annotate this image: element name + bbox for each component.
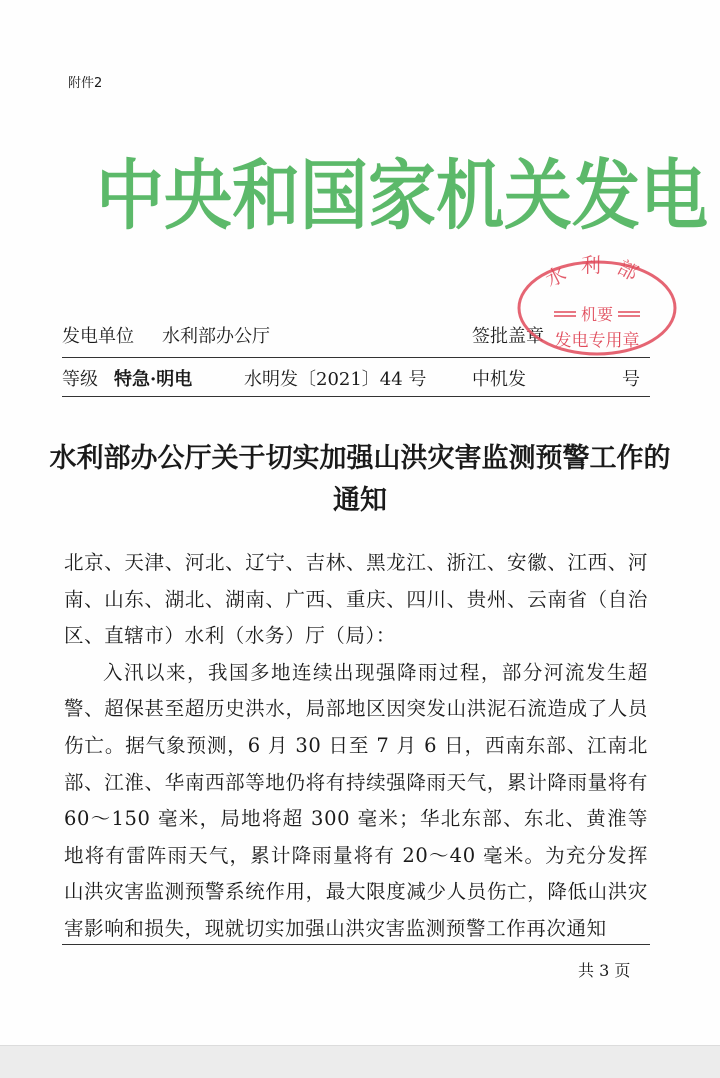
page-count: 共 3 页 (578, 961, 631, 980)
seal-top-text: 水利部 (541, 253, 655, 292)
sender-unit-label: 发电单位 (62, 326, 134, 347)
grade-row (62, 365, 650, 395)
document-number: 水明发〔2021〕44 号 (244, 369, 427, 390)
body-paragraph: 入汛以来，我国多地连续出现强降雨过程，部分河流发生超警、超保甚至超历史洪水，局部地区因突发山洪泥石流造成了人员伤亡。据气象预测，6 月 30 日至 7 月 6 日，西南东部、江南北部、江淮、华南西部等地仍将有持续强降雨天气，累计降雨量将有 60～150 毫米，局地将超 300 毫米；华北东部、东北、黄淮等地将有雷阵雨天气，累计降雨量将有 20～40 毫米。为充分发挥山洪灾害监测预警系统作用，最大限度减少人员伤亡，降低山洪灾害影响和损失，现就切实加强山洪灾害监测预警工作再次通知 (64, 660, 648, 940)
viewer-bottom-bar (0, 1045, 720, 1078)
seal-middle-text: 机要 (580, 305, 614, 324)
official-seal-stamp (514, 252, 680, 356)
grade-value: 特急·明电 (114, 369, 193, 390)
notice-body (64, 545, 648, 948)
number-suffix-label: 号 (622, 369, 640, 390)
attachment-label: 附件2 (68, 76, 103, 91)
svg-text:水利部 (541, 253, 654, 292)
notice-title: 水利部办公厅关于切实加强山洪灾害监测预警工作的通知 (49, 443, 671, 516)
banner-title: 中央和国家机关发电 (96, 151, 709, 241)
grade-label: 等级 (62, 369, 98, 390)
sign-seal-label: 签批盖章 (472, 326, 544, 347)
header-divider-bottom (62, 396, 650, 397)
recipients-paragraph: 北京、天津、河北、辽宁、吉林、黑龙江、浙江、安徽、江西、河南、山东、湖北、湖南、广西、重庆、四川、贵州、云南省（自治区、直辖市）水利（水务）厅（局）： (64, 551, 648, 648)
seal-bottom-text: 发电专用章 (554, 331, 640, 351)
header-divider-top (62, 357, 650, 358)
sender-unit-value: 水利部办公厅 (162, 326, 270, 347)
central-office-label: 中机发 (472, 369, 526, 390)
footer-divider (62, 944, 650, 945)
